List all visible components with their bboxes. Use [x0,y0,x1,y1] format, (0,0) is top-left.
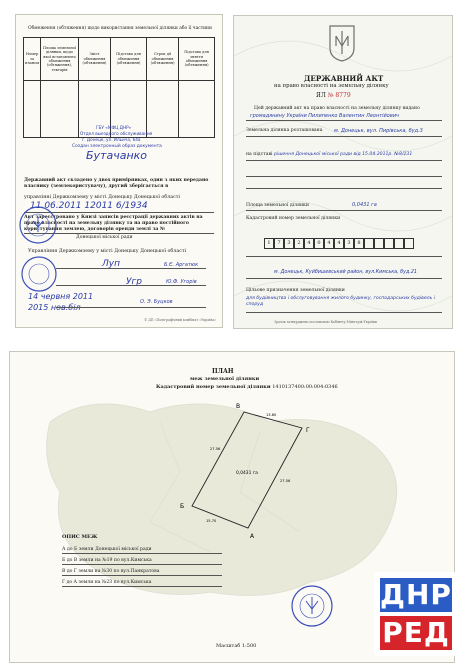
signature-one: Луп [102,259,120,269]
col-term: Строк дії обмеження (обтяження) [146,38,178,81]
plan-subtitle: меж земельної ділянки [190,376,260,382]
corner-g: Г [306,427,310,434]
parcel-plot [170,392,330,542]
left-footer: © ДП «Поліграфічний комбінат «Україна» [144,318,217,322]
area: 0,0431 га [352,202,377,208]
left-header: Обмеження (обтяження) щодо використання земельної ділянки або її частини [28,26,212,31]
right-page: ДЕРЖАВНИЙ АКТ на право власності на земельну ділянку ЯЛ № 8779 Цей державний акт на право власності на земельну ділянку видано громадянину України Пилипенко Валентин Леонтійович Земельна ділянка розташована м. Донецьк, вул. Пирівська, буд.3 на підставі рішення Донецької міської ради від 15.04.2011р. №8/231 Площа земельної ділянки 0,0431 га Кадастровий номер земельної ділянки 1 7 3 2 4 0 4 4 3 8 м. Донецьк, Куйбишевський район, вул.Кимська, буд.21 Цільове призначення земельної ділянки для будівництва і обслуговування жилого будинку, господарських будівель і споруд Зразок затверджено постановою Кабінету Міністрів України [234,16,452,328]
signature-two-name: Ю.Ф. Угорів [166,279,197,285]
plan-round-stamp [290,584,334,628]
col-basis: Підстава для обмеження (обтяження) [111,38,147,81]
office-two: Управління Держкомзему у місті Донецьку Донецької області [28,249,187,254]
office-one: управлінні Держкомзему у місті Донецьку Донецької області [24,195,180,200]
right-footer: Зразок затверджено постановою Кабінету Міністрів України [274,320,377,324]
act-title: ДЕРЖАВНИЙ АКТ [304,74,384,83]
encumbrance-table [23,37,215,138]
act-series: ЯЛ № 8779 [316,92,351,99]
signature-one-name: Б.Є. Аргатюк [164,262,199,268]
dnr-red-logo [374,572,458,656]
legend-title: ОПИС МЕЖ [62,534,98,540]
scale: Масштаб 1:500 [216,643,257,649]
signature-three-name: О. Э. Буцков [140,299,173,305]
council-label: Донецької міської ради [76,235,133,240]
location-label: Земельна ділянка розташована [246,128,323,133]
owner: громадянину України Пилипенко Валентин Леонтійович [250,113,400,119]
district: м. Донецьк, Куйбишевський район, вул.Кимська, буд.21 [274,270,417,275]
plan-title: ПЛАН [212,368,234,375]
round-stamp-2 [20,255,58,293]
left-page [16,15,222,327]
col-area: Площа земельної ділянки, щодо якої встановлено обмеження (обтяження), гектарів [41,38,79,81]
corner-a: А [250,533,255,540]
length-left: 27.56 [210,447,221,451]
corner-v: В [236,403,241,410]
length-bottom: 15.70 [206,519,217,523]
logo-line-1: ДНР [380,578,452,611]
notice-two: Акт зареєстровано у Книзі записів реєстрації державних актів на право власності на земельну ділянку та на право постійного користування землею, договорів оренди землі за № [24,215,203,232]
col-number: Номер за планом [24,38,41,81]
background-pattern [234,16,452,328]
parcel-area: 0,0431 га [236,471,258,476]
coat-of-arms-icon [328,24,356,62]
length-top: 13.60 [266,413,277,417]
handwritten-reg: 11.06.2011 12011 6/1934 [30,201,148,211]
round-stamp [18,205,58,245]
handwritten-lower: 2015 нов.біл [28,303,81,312]
owner-label: Цей державний акт на право власності на земельну ділянку видано [254,106,420,111]
length-right: 27.56 [280,479,291,483]
corner-b: Б [180,503,185,510]
handwritten-date-lower: 14 червня 2011 [28,292,94,301]
purpose-label: Цільове призначення земельної ділянки [246,288,345,293]
mfc-stamp: ГБУ «МФЦ ДНР» Отдел выездного обслуживания г. Донецк, ул. Ильича, 64а Создан электронный образ документа [72,125,162,149]
col-removal: Підстава для зняття обмеження (обтяження) [179,38,215,81]
handwritten-signature: Бутачанко [86,149,148,162]
basis-label: на підставі [246,152,273,157]
signature-two: Угр [126,277,142,287]
notice-one: Державний акт складено у двох примірниках, один з яких передано власнику (землекористувачу), другий зберігається в [24,178,209,189]
location: м. Донецьк, вул. Пирівська, буд.3 [334,128,423,134]
basis: рішення Донецької міської ради від 15.04.2011р. №8/231 [274,152,413,157]
legend-item-1: А до Б земли Донецької міської ради [62,547,152,552]
col-content: Зміст обмеження (обтяження) [78,38,110,81]
logo-line-2: РЕД [380,616,452,650]
area-label: Площа земельної ділянки [246,203,309,208]
plan-cadastral: Кадастровий номер земельної ділянки 1410137400:00:004:0346 [156,384,338,390]
legend-item-2: Б до В земли на №19 по вул.Кимська [62,558,152,563]
purpose: для будівництва і обслуговування жилого будинку, господарських будівель і споруд [246,296,436,307]
legend-item-3: В до Г земли на №30 по вул.Панкратова [62,569,160,574]
act-subtitle: на право власності на земельну ділянку [274,83,389,89]
cadastral-label: Кадастровий номер земельної ділянки [246,216,341,221]
legend-item-4: Г до А земли на №23 по вул.Кимська [62,580,152,585]
